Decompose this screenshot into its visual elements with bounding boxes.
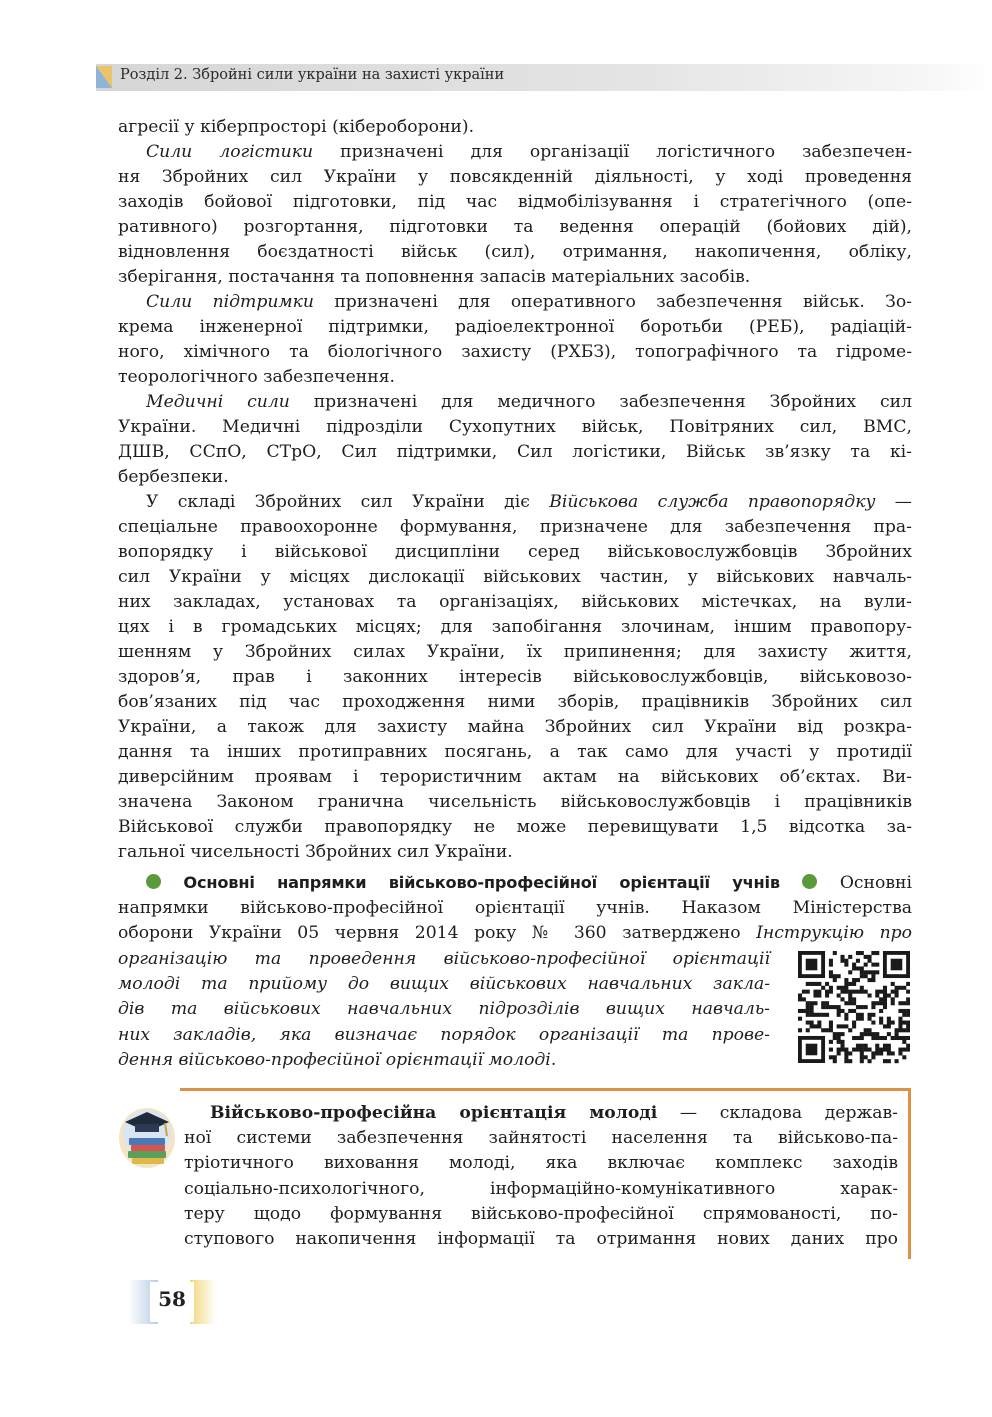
text-run: здоров’я, прав і законних інтересів військовослужбовців, військовозо- xyxy=(118,667,912,687)
text-run: теорологічного забезпечення. xyxy=(118,367,396,387)
text-line xyxy=(118,415,912,439)
text-run: — складова держав- xyxy=(657,1103,898,1123)
text-run: них закладах, установах та організаціях, військових містечках, на вули- xyxy=(118,592,912,612)
text-line xyxy=(118,265,912,289)
italic-term: Сили підтримки xyxy=(146,292,314,312)
text-run: дання та інших протиправних посягань, а так само для участі у протидії xyxy=(118,742,912,762)
text-run: значена Законом гранична чисельність військовослужбовців і працівників xyxy=(118,792,912,812)
text-line xyxy=(118,997,770,1021)
text-line xyxy=(184,1227,898,1251)
text-line xyxy=(118,665,912,689)
text-run: крема інженерної підтримки, радіоелектронної боротьби (РЕБ), радіацій- xyxy=(118,317,912,337)
italic-term: Медичні сили xyxy=(146,392,290,412)
text-run: призначені для оперативного забезпечення військ. Зо- xyxy=(314,292,912,312)
text-line xyxy=(146,490,912,514)
text-run: — xyxy=(875,492,912,512)
text-line xyxy=(118,465,912,489)
text-run: диверсійним проявам і терористичним актам на військових об’єктах. Ви- xyxy=(118,767,912,787)
italic-term: молоді та прийому до вищих військових навчальних закла- xyxy=(118,973,770,994)
text-line xyxy=(118,715,912,739)
text-run: зберігання, постачання та поповнення запасів матеріальних засобів. xyxy=(118,267,751,287)
italic-term: Інструкцію про xyxy=(756,923,912,944)
running-header-title: Розділ 2. Збройні сили україни на захисті україни xyxy=(120,67,505,83)
text-run: призначені для медичного забезпечення Збройних сил xyxy=(289,392,912,412)
text-run: оборони України 05 червня 2014 року № 360 затверджено xyxy=(118,923,757,944)
italic-term: Сили логістики xyxy=(146,142,314,162)
text-run: ДШВ, ССпО, СТрО, Сил підтримки, Сил логістики, Військ зв’язку та кі- xyxy=(118,442,912,462)
text-line xyxy=(118,972,770,996)
text-line xyxy=(146,140,912,164)
text-line xyxy=(146,290,912,314)
text-line xyxy=(146,390,912,414)
green-bullet-icon xyxy=(802,874,817,889)
text-run: вопорядку і військової дисципліни серед військовослужбовців Збройних xyxy=(118,542,912,562)
corner-triangle-icon xyxy=(96,66,112,88)
text-line xyxy=(118,240,912,264)
text-line xyxy=(118,921,912,945)
text-run: тріотичного виховання молоді, яка включає комплекс заходів xyxy=(184,1153,898,1174)
text-run: ної системи забезпечення зайнятості населення та військово-па- xyxy=(184,1128,898,1149)
text-run: бов’язаних під час проходження ними зборів, працівників Збройних сил xyxy=(118,692,912,712)
qr-code-icon[interactable] xyxy=(798,951,910,1064)
page-number: 58 xyxy=(158,1287,186,1311)
italic-term: дів та військових навчальних підрозділів вищих навчаль- xyxy=(118,999,770,1020)
text-run: ня Збройних сил України у повсякденній діяльності, у ході проведення xyxy=(118,167,912,187)
text-run: У складі Збройних сил України діє xyxy=(146,492,550,512)
text-line xyxy=(118,215,912,239)
section-heading-line xyxy=(146,871,912,895)
text-run: шенням у Збройних силах України, їх припинення; для захисту життя, xyxy=(118,642,912,662)
text-run: соціально-психологічного, інформаційно-комунікативного харак- xyxy=(184,1178,898,1199)
text-line xyxy=(118,340,912,364)
text-line xyxy=(184,1177,898,1201)
text-line xyxy=(210,1101,898,1125)
text-line xyxy=(118,1048,770,1072)
text-line xyxy=(118,315,912,339)
text-run: сил України у місцях дислокації військових частин, у військових навчаль- xyxy=(118,567,912,587)
text-line xyxy=(118,540,912,564)
text-run: Військової служби правопорядку не може перевищувати 1,5 відсотка за- xyxy=(118,817,912,837)
italic-term: організацію та проведення військово-професійної орієнтації xyxy=(118,948,770,969)
text-run: агресії у кіберпросторі (кібероборони). xyxy=(118,117,475,137)
text-line xyxy=(118,690,912,714)
text-line xyxy=(118,1023,770,1047)
italic-term: Військова служба правопорядку xyxy=(549,492,876,512)
text-run: відновлення боєздатності військ (сил), отримання, накопичення, обліку, xyxy=(118,242,912,262)
text-line xyxy=(118,515,912,539)
text-line xyxy=(118,590,912,614)
text-run: заходів бойової підготовки, під час відмобілізування і стратегічного (опе- xyxy=(118,192,912,212)
text-line xyxy=(118,947,770,971)
bold-term: Військово-професійна орієнтація молоді xyxy=(210,1103,658,1123)
text-line xyxy=(118,165,912,189)
text-line xyxy=(118,190,912,214)
green-bullet-icon xyxy=(146,874,161,889)
text-run: цях і в громадських місцях; для запобігання злочинам, іншим правопору- xyxy=(118,617,912,637)
text-line xyxy=(118,896,912,920)
text-run: призначені для організації логістичного забезпечен- xyxy=(313,142,913,162)
text-run: теру щодо формування військово-професійної спрямованості, по- xyxy=(184,1203,898,1224)
text-line xyxy=(184,1151,898,1175)
text-run: напрямки військово-професійної орієнтації учнів. Наказом Міністерства xyxy=(118,898,912,918)
text-run: ративного) розгортання, підготовки та ведення операцій (бойових дій), xyxy=(118,217,912,237)
text-line xyxy=(118,840,912,864)
text-line xyxy=(118,565,912,589)
text-run: бербезпеки. xyxy=(118,467,229,487)
text-line xyxy=(118,640,912,664)
text-run: спеціальне правоохоронне формування, призначене для забезпечення пра- xyxy=(118,517,912,537)
italic-term: них закладів, яка визначає порядок організації та прове- xyxy=(118,1024,770,1045)
text-run: гальної чисельності Збройних сил України. xyxy=(118,842,513,862)
section-heading: Основні напрямки військово-професійної орієнтації учнів xyxy=(161,873,803,892)
text-run: України. Медичні підрозділи Сухопутних військ, Повітряних сил, ВМС, xyxy=(118,417,912,437)
text-line xyxy=(184,1126,898,1150)
text-run: Основні xyxy=(839,873,912,893)
text-line xyxy=(118,790,912,814)
text-line xyxy=(118,765,912,789)
text-line xyxy=(118,740,912,764)
text-run: України, а також для захисту майна Збройних сил України від розкра- xyxy=(118,717,912,737)
italic-term: дення військово-професійної орієнтації молоді xyxy=(118,1049,551,1070)
text-run: ного, хімічного та біологічного захисту (РХБЗ), топографічного та гідроме- xyxy=(118,342,912,362)
text-line xyxy=(184,1202,898,1226)
graduation-books-icon xyxy=(117,1094,177,1170)
text-run: ступового накопичення інформації та отримання нових даних про xyxy=(184,1229,898,1249)
text-line xyxy=(118,440,912,464)
text-run: . xyxy=(550,1049,557,1070)
text-line xyxy=(118,815,912,839)
text-line xyxy=(118,615,912,639)
text-line xyxy=(118,365,912,389)
text-line xyxy=(118,115,912,139)
